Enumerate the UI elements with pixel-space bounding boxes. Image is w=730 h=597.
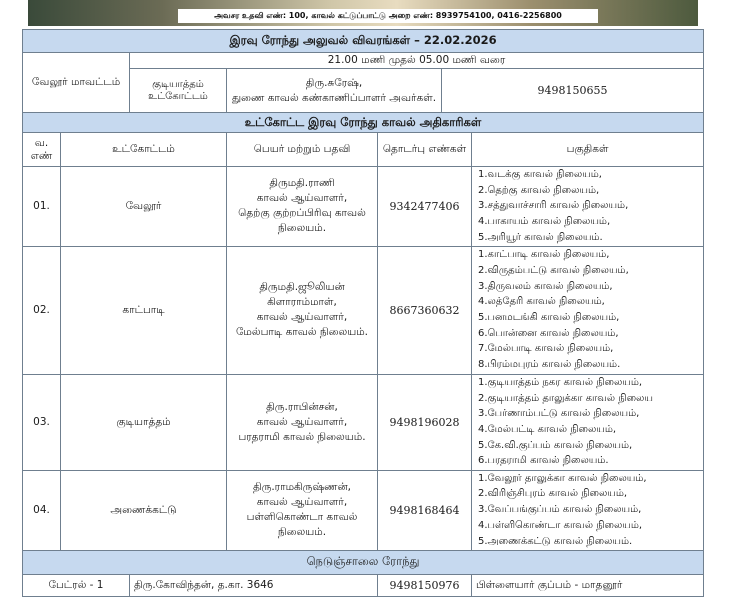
station-item: 1.வேலூர் தாலுக்கா காவல் நிலையம், (478, 472, 647, 484)
highway-officer: திரு.கோவிந்தன், த.கா. 3646 (130, 574, 378, 596)
row-phone: 9498196028 (378, 374, 472, 470)
table-row (23, 167, 704, 247)
officer-name: திருமதி.ராணி (269, 177, 335, 190)
station-item: 6.பொன்னை காவல் நிலையம், (478, 327, 619, 339)
highway-area: பிள்ளையார் குப்பம் - மாதனூர் (472, 574, 704, 596)
dsp-name: திரு.சுரேஷ், (305, 76, 363, 89)
emergency-contact-line: அவசர உதவி எண்: 100, காவல் கட்டுப்பாட்டு அறை எண்: 8939754100, 0416-2256800 (178, 9, 598, 23)
station-item: 1.காட்பாடி காவல் நிலையம், (478, 249, 610, 261)
row-stations (472, 246, 704, 374)
row-serial: 02. (23, 246, 61, 374)
station-item: 2.விரிஞ்சிபுரம் காவல் நிலையம், (478, 488, 628, 500)
dsp-phone: 9498150655 (442, 69, 704, 113)
station-item: 8.பிரம்மபுரம் காவல் நிலையம். (478, 359, 621, 371)
table-row (23, 374, 704, 470)
station-item: 5.அணைக்கட்டு காவல் நிலையம். (478, 535, 633, 547)
dsp-role: துணை காவல் கண்காணிப்பாளர் அவர்கள். (231, 91, 437, 104)
station-item: 2.விருதம்பட்டு காவல் நிலையம், (478, 264, 629, 276)
row-stations (472, 167, 704, 247)
station-item: 4.பாகாயம் காவல் நிலையம், (478, 216, 611, 228)
officer-rank: காவல் ஆய்வாளர், (256, 415, 348, 428)
highway-patrol-id: பேட்ரல் - 1 (23, 574, 130, 596)
row-subdivision: குடியாத்தம் (61, 374, 227, 470)
station-item: 5.பனமடங்கி காவல் நிலையம், (478, 312, 620, 324)
station-item: 3.பேர்ணாம்பட்டு காவல் நிலையம், (478, 408, 640, 420)
officer-rank: காவல் ஆய்வாளர், (256, 496, 348, 509)
row-officer (227, 470, 378, 550)
highway-patrol-title: நெடுஞ்சாலை ரோந்து (23, 550, 704, 574)
row-phone: 9498168464 (378, 470, 472, 550)
station-item: 1.வடக்கு காவல் நிலையம், (478, 169, 602, 180)
table-row (23, 470, 704, 550)
patrol-time: 21.00 மணி முதல் 05.00 மணி வரை (130, 53, 704, 69)
station-item: 3.வேப்பங்குப்பம் காவல் நிலையம், (478, 504, 642, 516)
row-stations (472, 374, 704, 470)
row-officer (227, 246, 378, 374)
row-subdivision: அணைக்கட்டு (61, 470, 227, 550)
district-label: வேலூர் மாவட்டம் (23, 53, 130, 113)
station-item: 5.அரியூர் காவல் நிலையம். (478, 231, 603, 243)
table-row (23, 574, 704, 596)
officer-name: திருமதி.ஜூலியன் கிளாராம்மாள், (259, 281, 345, 309)
station-item: 3.திருவலம் காவல் நிலையம், (478, 280, 613, 292)
row-serial: 01. (23, 167, 61, 247)
document-title: இரவு ரோந்து அலுவல் விவரங்கள் – 22.02.2026 (23, 30, 704, 53)
section-title: உட்கோட்ட இரவு ரோந்து காவல் அதிகாரிகள் (23, 113, 704, 133)
officer-station: பள்ளிகொண்டா காவல் நிலையம். (246, 511, 358, 539)
row-subdivision: வேலூர் (61, 167, 227, 247)
station-item: 5.கே.வி.குப்பம் காவல் நிலையம், (478, 439, 633, 451)
station-item: 1.குடியாத்தம் நகர காவல் நிலையம், (478, 376, 643, 388)
station-item: 4.லத்தேரி காவல் நிலையம், (478, 296, 605, 308)
night-patrol-table (22, 29, 704, 597)
station-item: 2.குடியாத்தம் தாலுக்கா காவல் நிலைய (478, 392, 653, 404)
officer-station: தெற்கு குற்றப்பிரிவு காவல் நிலையம். (238, 207, 366, 235)
row-officer (227, 374, 378, 470)
officer-rank: காவல் ஆய்வாளர், (256, 192, 348, 205)
officer-station: மேல்பாடி காவல் நிலையம். (235, 326, 369, 339)
row-serial: 04. (23, 470, 61, 550)
officer-name: திரு.ராபின்சன், (266, 400, 338, 413)
station-item: 4.பள்ளிகொண்டா காவல் நிலையம், (478, 519, 643, 531)
row-phone: 8667360632 (378, 246, 472, 374)
header-banner-image (28, 0, 698, 26)
col-name-post: பெயர் மற்றும் பதவி (227, 133, 378, 167)
district-subdivision: குடியாத்தம் உட்கோட்டம் (130, 69, 227, 113)
station-item: 4.மேல்பட்டி காவல் நிலையம், (478, 424, 617, 436)
table-row (23, 246, 704, 374)
col-subdivision: உட்கோட்டம் (61, 133, 227, 167)
row-stations (472, 470, 704, 550)
station-item: 3.சத்துவாச்சாரி காவல் நிலையம், (478, 200, 629, 212)
row-officer (227, 167, 378, 247)
officer-rank: காவல் ஆய்வாளர், (256, 311, 348, 324)
row-subdivision: காட்பாடி (61, 246, 227, 374)
highway-phone: 9498150976 (378, 574, 472, 596)
officer-name: திரு.ராமகிருஷ்ணன், (253, 481, 351, 494)
col-contact: தொடர்பு எண்கள் (378, 133, 472, 167)
row-phone: 9342477406 (378, 167, 472, 247)
col-areas: பகுதிகள் (472, 133, 704, 167)
dsp-officer (227, 69, 442, 113)
row-serial: 03. (23, 374, 61, 470)
station-item: 6.பரதராமி காவல் நிலையம். (478, 455, 609, 467)
col-serial: வ. எண் (23, 133, 61, 167)
officer-station: பரதராமி காவல் நிலையம். (238, 430, 366, 443)
station-item: 2.தெற்கு காவல் நிலையம், (478, 184, 600, 196)
station-item: 7.மேல்பாடி காவல் நிலையம், (478, 343, 614, 355)
